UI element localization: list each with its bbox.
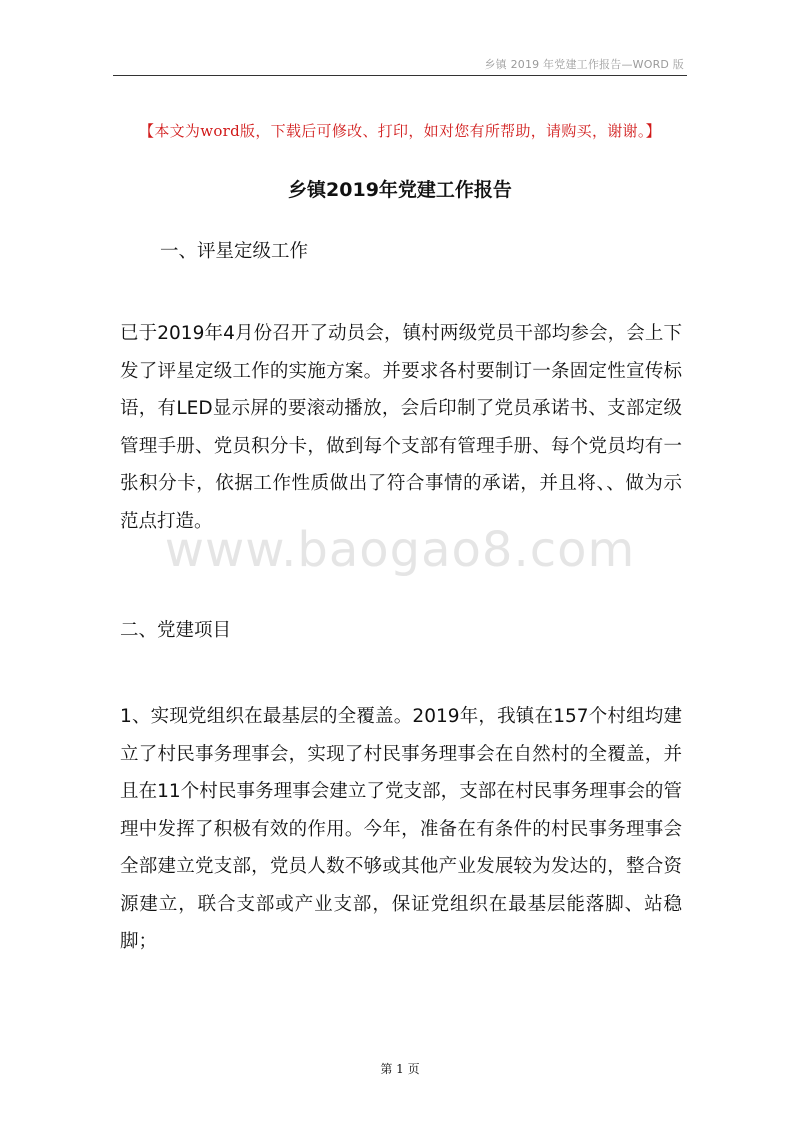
section-paragraph-2: 1、实现党组织在最基层的全覆盖。2019年，我镇在157个村组均建立了村民事务理事会，实现了村民事务理事会在自然村的全覆盖，并且在11个村民事务理事会建立了党支部，支部在村民事务理事会的管理中发挥了积极有效的作用。今年，准备在有条件的村民事务理事会全部建立党支部，党员人数不够或其他产业发展较为发达的，整合资源建立，联合支部或产业支部，保证党组织在最基层能落脚、站稳脚； [120, 706, 682, 952]
header-divider [113, 75, 687, 76]
running-header: 乡镇 2019 年党建工作报告—WORD 版 [484, 58, 684, 71]
watermark: www.baogao8.com [164, 522, 636, 578]
purchase-notice: 【本文为word版，下载后可修改、打印，如对您有所帮助，请购买，谢谢。】 [139, 122, 661, 140]
page-number: 第 1 页 [380, 1062, 420, 1076]
section-paragraph-1: 已于2019年4月份召开了动员会，镇村两级党员干部均参会，会上下发了评星定级工作的实施方案。并要求各村要制订一条固定性宣传标语，有LED显示屏的要滚动播放，会后印制了党员承诺书、支部定级管理手册、党员积分卡，做到每个支部有管理手册、每个党员均有一张积分卡，依据工作性质做出了符合事情的承诺，并且将、、做为示范点打造。 [120, 323, 682, 532]
section-heading-1: 一、评星定级工作 [160, 241, 309, 262]
document-title: 乡镇2019年党建工作报告 [288, 179, 512, 201]
section-heading-2: 二、党建项目 [120, 620, 232, 641]
